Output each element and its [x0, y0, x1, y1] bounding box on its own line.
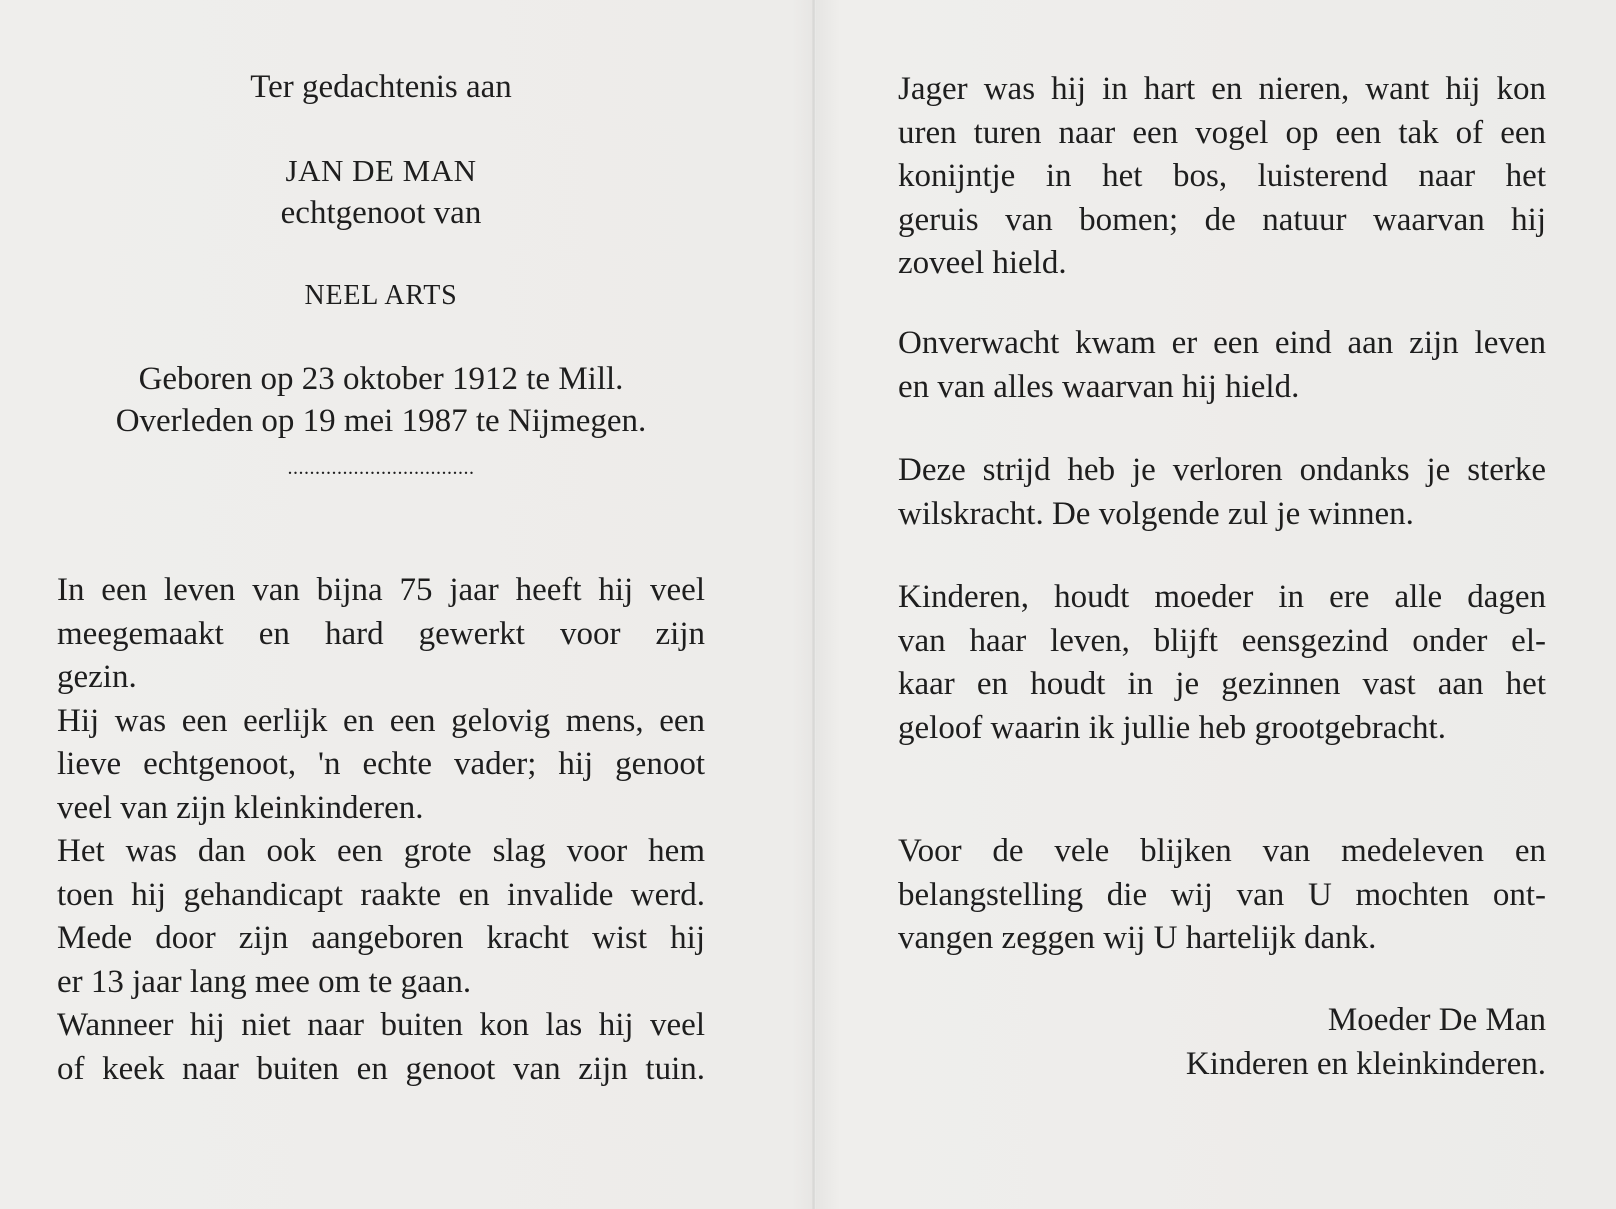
paragraph-line: Deze strijd heb je verloren ondanks je sterke — [898, 452, 1546, 488]
biography-line: of keek naar buiten en genoot van zijn tuin. — [57, 1050, 705, 1087]
death-line: Overleden op 19 mei 1987 te Nijmegen. — [115, 403, 647, 439]
paragraph-line: konijntje in het bos, luisterend naar het — [898, 158, 1546, 194]
signature-line: Moeder De Man — [1327, 1002, 1546, 1038]
paragraph-line: kaar en houdt in je gezinnen vast aan het — [898, 666, 1546, 702]
intro-text: Ter gedachtenis aan — [250, 69, 512, 105]
biography-line: Wanneer hij niet naar buiten kon las hij veel — [57, 1007, 705, 1043]
biography-line: meegemaakt en hard gewerkt voor zijn — [57, 615, 705, 652]
spouse-name: NEEL ARTS — [304, 280, 458, 311]
paragraph-line: geloof waarin ik jullie heb grootgebracht. — [898, 709, 1446, 746]
relation-text: echtgenoot van — [280, 195, 482, 231]
thanks-paragraph — [898, 830, 1546, 961]
separator-dots: .................................. — [287, 457, 475, 479]
paragraph-line: wilskracht. De volgende zul je winnen. — [898, 495, 1414, 532]
biography-line: lieve echtgenoot, 'n echte vader; hij genoot — [57, 746, 705, 782]
paragraph-line: uren turen naar een vogel op een tak of een — [898, 114, 1546, 151]
right-page — [898, 0, 1546, 1209]
paragraph-line: belangstelling die wij van U mochten ont- — [898, 876, 1546, 913]
deceased-name: JAN DE MAN — [285, 153, 477, 188]
biography-line: gezin. — [57, 659, 137, 695]
signature-line: Kinderen en kleinkinderen. — [1185, 1045, 1546, 1082]
biography-line: er 13 jaar lang mee om te gaan. — [57, 963, 472, 1000]
paragraph-line: Jager was hij in hart en nieren, want hij kon — [898, 71, 1546, 107]
biography-line: Het was dan ook een grote slag voor hem — [57, 833, 705, 869]
left-page — [57, 0, 705, 1209]
biography-line: In een leven van bijna 75 jaar heeft hij veel — [57, 572, 705, 608]
struggle-paragraph — [898, 449, 1546, 536]
biography — [57, 569, 705, 1091]
paragraph-line: Kinderen, houdt moeder in ere alle dagen — [898, 579, 1546, 615]
paragraph-line: geruis van bomen; de natuur waarvan hij — [898, 201, 1546, 238]
paragraph-line: vangen zeggen wij U hartelijk dank. — [898, 920, 1377, 956]
paragraph-line: zoveel hield. — [898, 245, 1067, 281]
paragraph-line: van haar leven, blijft eensgezind onder el- — [898, 622, 1546, 659]
children-paragraph — [898, 576, 1546, 750]
card-fold — [812, 0, 816, 1209]
unexpected-end-paragraph — [898, 322, 1546, 409]
paragraph-line: Voor de vele blijken van medeleven en — [898, 833, 1546, 869]
paragraph-line: Onverwacht kwam er een eind aan zijn leven — [898, 325, 1546, 361]
biography-line: Mede door zijn aangeboren kracht wist hij — [57, 920, 705, 956]
biography-line: Hij was een eerlijk en een gelovig mens, een — [57, 702, 705, 739]
biography-line: toen hij gehandicapt raakte en invalide werd. — [57, 876, 705, 913]
birth-line: Geboren op 23 oktober 1912 te Mill. — [138, 361, 624, 397]
biography-line: veel van zijn kleinkinderen. — [57, 789, 424, 826]
paragraph-line: en van alles waarvan hij hield. — [898, 368, 1300, 405]
signature — [898, 999, 1546, 1086]
hunter-paragraph — [898, 68, 1546, 286]
